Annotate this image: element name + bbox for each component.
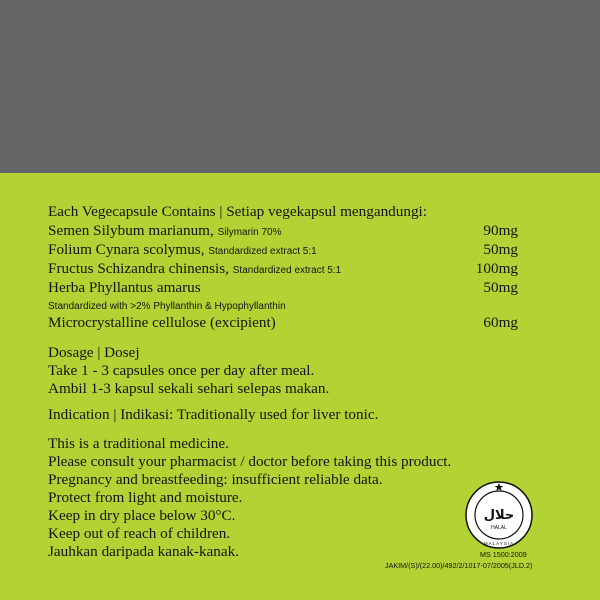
composition-heading: Each Vegecapsule Contains | Setiap vegekapsul mengandungi: [48, 203, 427, 220]
warning-line: Keep in dry place below 30°C. [48, 507, 236, 524]
halal-standard: MS 1500:2009 [480, 550, 527, 559]
indication-text: Indication | Indikasi: Traditionally used for liver tonic. [48, 406, 379, 423]
ingredient-dose: 100mg [475, 260, 518, 277]
ingredient-dose: 90mg [483, 222, 518, 239]
ingredient-row [48, 222, 282, 242]
dosage-english: Take 1 - 3 capsules once per day after meal. [48, 362, 315, 379]
excipient-dose: 60mg [483, 314, 518, 331]
ingredient-dose: 50mg [483, 241, 518, 258]
warning-line: Please consult your pharmacist / doctor before taking this product. [48, 453, 452, 470]
halal-ring-text: MALAYSIA [483, 541, 515, 546]
dosage-heading: Dosage | Dosej [48, 344, 140, 361]
ingredient-note: Standardized extract 5:1 [208, 246, 317, 257]
ingredient-dose: 50mg [483, 279, 518, 296]
excipient-name: Microcrystalline cellulose (excipient) [48, 314, 276, 331]
warning-line: Jauhkan daripada kanak-kanak. [48, 543, 240, 560]
ingredient-name: Fructus Schizandra chinensis, [48, 260, 229, 277]
ingredient-name: Semen Silybum marianum, [48, 222, 214, 239]
product-label [0, 173, 600, 600]
halal-reference: JAKIM/(S)/(22.00)/492/2/1017-07/2005(JLD.2) [385, 561, 533, 570]
warning-line: Protect from light and moisture. [48, 489, 243, 506]
top-gray-band [0, 0, 600, 173]
ingredient-name: Herba Phyllantus amarus [48, 279, 201, 296]
warning-line: Pregnancy and breastfeeding: insufficient reliable data. [48, 471, 383, 488]
dosage-malay: Ambil 1-3 kapsul sekali sehari selepas makan. [48, 380, 330, 397]
warning-line: Keep out of reach of children. [48, 525, 231, 542]
ingredient-note: Standardized extract 5:1 [232, 265, 342, 276]
ingredient-name: Folium Cynara scolymus, [48, 241, 205, 258]
ingredient-row [48, 260, 341, 280]
ingredient-note: Silymarin 70% [217, 227, 282, 238]
phyllantus-standardization-note: Standardized with >2% Phyllanthin & Hypophyllanthin [48, 301, 286, 312]
halal-logo-icon [465, 481, 533, 549]
halal-latin-text: HALAL [491, 525, 507, 531]
ingredient-row [48, 241, 317, 261]
ingredient-row [48, 279, 201, 297]
halal-arabic-text: حلال [483, 508, 515, 523]
warning-line: This is a traditional medicine. [48, 435, 229, 452]
